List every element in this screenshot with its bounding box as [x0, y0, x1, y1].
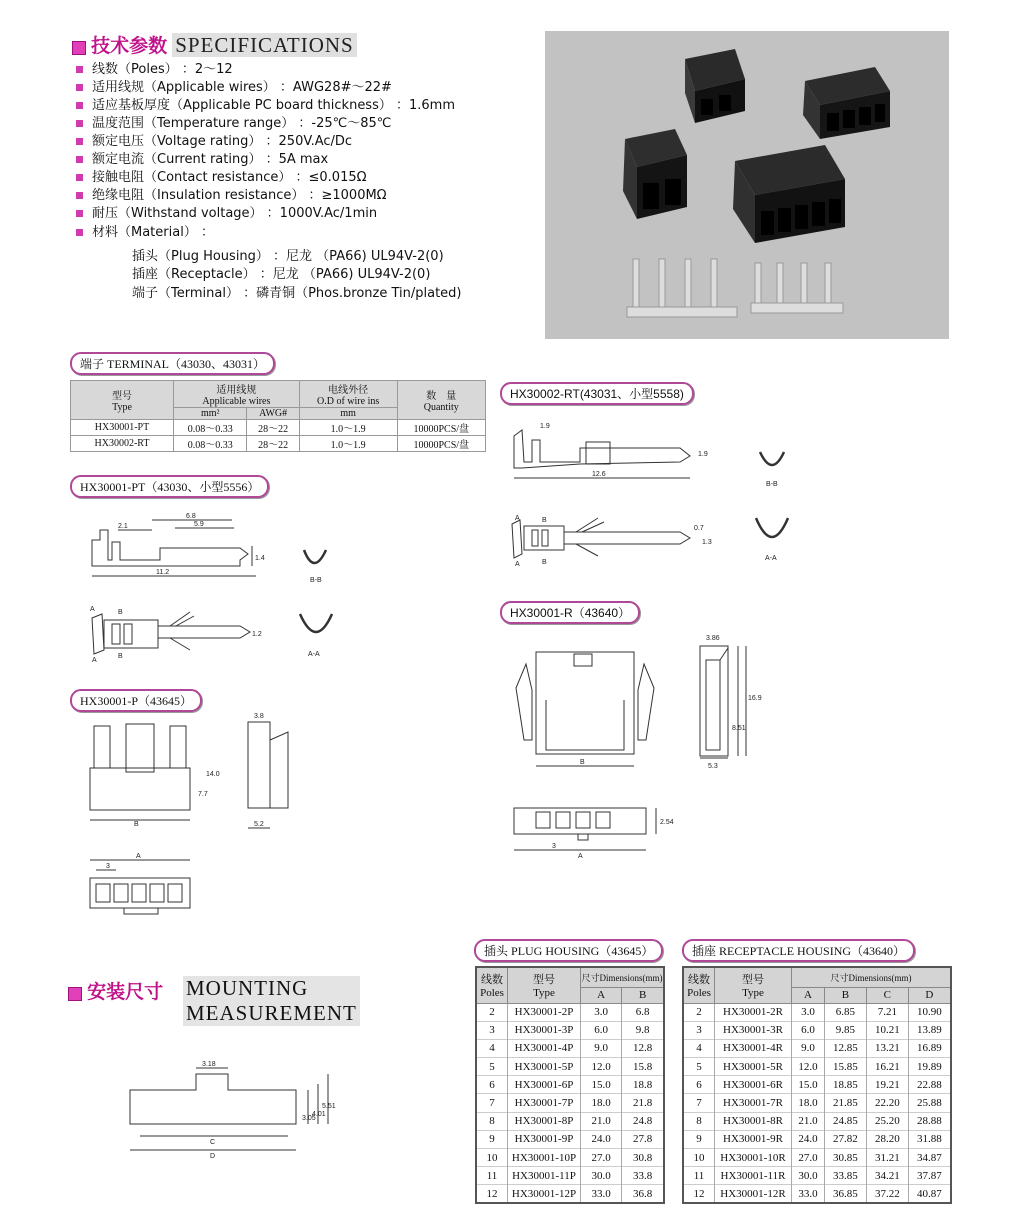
table-cell: HX30001-9P	[508, 1130, 581, 1148]
table-cell: 30.0	[581, 1167, 622, 1185]
table-cell: 12	[683, 1185, 715, 1203]
table-cell: 33.85	[824, 1167, 866, 1185]
pt-dim-2: 6.8	[186, 513, 196, 520]
th-mm: mm²	[174, 408, 247, 420]
rec-th-b: B	[824, 987, 866, 1003]
pt-cut-b-bot: B	[118, 653, 123, 660]
table-cell: HX30002-RT	[71, 436, 174, 452]
r-dim-4: 5.3	[708, 763, 718, 770]
table-cell: 9	[683, 1130, 715, 1148]
receptacle-row	[683, 1076, 951, 1094]
table-cell: 33.8	[622, 1167, 664, 1185]
table-cell: 9.85	[824, 1021, 866, 1039]
p-bottom-drawing	[90, 860, 190, 914]
table-cell: 24.0	[581, 1130, 622, 1148]
spec-text: 适应基板厚度（Applicable PC board thickness） ：1.6mm	[92, 98, 455, 113]
spec-text: 温度范围（Temperature range） ：-25℃～85℃	[92, 116, 392, 131]
rec-th-type: 型号 Type	[715, 967, 792, 1003]
mounting-title-en	[183, 976, 360, 1026]
th-od-mm: mm	[299, 408, 397, 420]
table-cell: 6.0	[792, 1021, 825, 1039]
plug-row	[476, 1185, 664, 1203]
table-cell: HX30001-3R	[715, 1021, 792, 1039]
p-dim-2: 7.7	[198, 791, 208, 798]
spec-text: 适用线规（Applicable wires） ：AWG28#～22#	[92, 80, 392, 95]
rt-section-aa-drawing	[756, 518, 788, 537]
table-cell: 37.87	[908, 1167, 951, 1185]
table-cell: 27.0	[792, 1149, 825, 1167]
table-cell: 31.21	[866, 1149, 908, 1167]
rt-dim-1: 1.9	[540, 423, 550, 430]
r-dim-5: 2.54	[660, 819, 674, 826]
table-cell: 28.20	[866, 1130, 908, 1148]
rt-dim-5: 1.3	[702, 539, 712, 546]
table-cell: 40.87	[908, 1185, 951, 1203]
table-cell: 9.8	[622, 1021, 664, 1039]
p-label: HX30001-P（43645）	[70, 689, 202, 712]
table-cell: HX30001-11R	[715, 1167, 792, 1185]
rt-section-bb-label: B-B	[766, 481, 778, 488]
table-cell: 6.85	[824, 1003, 866, 1021]
p-dim-b: B	[134, 821, 139, 828]
table-cell: 6.8	[622, 1003, 664, 1021]
table-cell: HX30001-10R	[715, 1149, 792, 1167]
table-cell: HX30001-8P	[508, 1112, 581, 1130]
mount-dim-4: 5.51	[322, 1103, 336, 1110]
table-cell: 36.8	[622, 1185, 664, 1203]
table-cell: 9	[476, 1130, 508, 1148]
rec-th-c: C	[866, 987, 908, 1003]
plug-row	[476, 1039, 664, 1057]
table-cell: 28～22	[247, 420, 299, 436]
table-cell: 10.21	[866, 1021, 908, 1039]
table-cell: 0.08～0.33	[174, 420, 247, 436]
rt-cut-a-bot: A	[515, 561, 520, 568]
receptacle-row	[683, 1003, 951, 1021]
table-cell: 15.85	[824, 1058, 866, 1076]
table-cell: HX30001-10P	[508, 1149, 581, 1167]
table-cell: 9.0	[581, 1039, 622, 1057]
table-cell: 6	[683, 1076, 715, 1094]
pt-section-bb-label: B-B	[310, 577, 322, 584]
plug-table	[475, 966, 665, 1204]
table-cell: 21.85	[824, 1094, 866, 1112]
terminal-label-cn: 端子	[80, 357, 105, 371]
table-cell: 5	[476, 1058, 508, 1076]
table-cell: 4	[683, 1039, 715, 1057]
spec-text: 材料（Material） ：	[92, 225, 214, 240]
table-cell: 18.85	[824, 1076, 866, 1094]
specs-title-en: SPECIFICATIONS	[172, 33, 357, 57]
table-cell: 31.88	[908, 1130, 951, 1148]
p-dim-5: A	[136, 853, 141, 860]
p-dim-1: 14.0	[206, 771, 220, 778]
table-cell: 36.85	[824, 1185, 866, 1203]
table-cell: 25.88	[908, 1094, 951, 1112]
table-cell: HX30001-6R	[715, 1076, 792, 1094]
table-cell: 4	[476, 1039, 508, 1057]
table-cell: HX30001-11P	[508, 1167, 581, 1185]
table-cell: 12.0	[581, 1058, 622, 1076]
heading-square-icon	[68, 987, 82, 1001]
pt-dim-1: 2.1	[118, 523, 128, 530]
rt-dim-4: 0.7	[694, 525, 704, 532]
table-cell: 12.85	[824, 1039, 866, 1057]
r-dim-3: 8.51	[732, 725, 746, 732]
table-cell: 15.0	[581, 1076, 622, 1094]
table-cell: 25.20	[866, 1112, 908, 1130]
table-cell: 0.08～0.33	[174, 436, 247, 452]
r-dim-b: B	[580, 759, 585, 766]
table-cell: 10000PCS/盘	[397, 420, 485, 436]
table-cell: 22.20	[866, 1094, 908, 1112]
table-cell: 11	[683, 1167, 715, 1185]
mounting-title-cn: 安装尺寸	[87, 981, 164, 1003]
rt-cut-b-top: B	[542, 517, 547, 524]
th-type: 型号 Type	[71, 381, 174, 420]
p-front-drawing	[90, 724, 190, 820]
table-cell: 3	[683, 1021, 715, 1039]
table-cell: HX30001-7R	[715, 1094, 792, 1112]
table-cell: 3	[476, 1021, 508, 1039]
spec-text: 绝缘电阻（Insulation resistance） ：≥1000MΩ	[92, 188, 387, 203]
rt-cut-a-top: A	[515, 515, 520, 522]
table-cell: 16.89	[908, 1039, 951, 1057]
r-side-drawing	[700, 646, 746, 758]
pt-side-drawing	[92, 520, 256, 576]
specs-title-cn: 技术参数	[91, 35, 168, 57]
table-cell: 24.8	[622, 1112, 664, 1130]
table-cell: HX30001-5R	[715, 1058, 792, 1076]
plug-row	[476, 1058, 664, 1076]
plug-th-dim: 尺寸Dimensions(mm)	[581, 967, 665, 987]
rt-cut-b-bot: B	[542, 559, 547, 566]
plug-th-type: 型号 Type	[508, 967, 581, 1003]
rt-section-aa-label: A-A	[765, 555, 777, 562]
table-cell: HX30001-12R	[715, 1185, 792, 1203]
receptacle-table	[682, 966, 952, 1204]
table-cell: HX30001-9R	[715, 1130, 792, 1148]
plug-row	[476, 1149, 664, 1167]
r-dim-2: 16.9	[748, 695, 762, 702]
table-cell: 28～22	[247, 436, 299, 452]
table-cell: 10	[476, 1149, 508, 1167]
table-cell: 9.0	[792, 1039, 825, 1057]
rec-th-poles: 线数 Poles	[683, 967, 715, 1003]
spec-text: 额定电压（Voltage rating） ：250V.Ac/Dc	[92, 134, 353, 149]
table-cell: 10	[683, 1149, 715, 1167]
plug-row	[476, 1112, 664, 1130]
p-dim-3: 3.8	[254, 713, 264, 720]
table-cell: 2	[683, 1003, 715, 1021]
pt-cut-a-top: A	[90, 606, 95, 613]
table-cell: 21.0	[792, 1112, 825, 1130]
table-cell: 2	[476, 1003, 508, 1021]
mounting-title-en-2: MEASUREMENT	[183, 1001, 360, 1026]
table-cell: 7	[476, 1094, 508, 1112]
mount-dim-1: 3.18	[202, 1061, 216, 1068]
table-cell: 22.88	[908, 1076, 951, 1094]
plug-row	[476, 1130, 664, 1148]
table-cell: 24.0	[792, 1130, 825, 1148]
receptacle-row	[683, 1185, 951, 1203]
receptacle-row	[683, 1058, 951, 1076]
receptacle-label-en: RECEPTACLE HOUSING（43640）	[719, 944, 906, 958]
plug-row	[476, 1094, 664, 1112]
table-cell: 10000PCS/盘	[397, 436, 485, 452]
table-cell: 30.0	[792, 1167, 825, 1185]
table-cell: 21.0	[581, 1112, 622, 1130]
r-front-drawing	[516, 652, 654, 766]
pt-cut-a-bot: A	[92, 657, 97, 664]
table-cell: 6.0	[581, 1021, 622, 1039]
table-cell: 18.8	[622, 1076, 664, 1094]
pt-top-drawing	[92, 612, 250, 654]
receptacle-row	[683, 1167, 951, 1185]
table-cell: 33.0	[581, 1185, 622, 1203]
pt-dim-5: 1.4	[255, 555, 265, 562]
table-cell: 12.0	[792, 1058, 825, 1076]
table-cell: 8	[476, 1112, 508, 1130]
table-cell: HX30001-8R	[715, 1112, 792, 1130]
table-cell: HX30001-PT	[71, 420, 174, 436]
r-label: HX30001-R（43640）	[500, 601, 640, 624]
table-cell: 18.0	[792, 1094, 825, 1112]
r-dim-6: 3	[552, 843, 556, 850]
plug-th-poles: 线数 Poles	[476, 967, 508, 1003]
rec-th-d: D	[908, 987, 951, 1003]
table-cell: 12.8	[622, 1039, 664, 1057]
pt-section-bb-drawing	[304, 550, 326, 563]
mount-dim-2: 3.05	[302, 1115, 316, 1122]
plug-label-cn: 插头	[484, 944, 509, 958]
spec-text: 线数（Poles） ：2～12	[92, 62, 233, 77]
pt-section-aa-drawing	[300, 614, 332, 632]
table-cell: 7	[683, 1094, 715, 1112]
table-cell: 33.0	[792, 1185, 825, 1203]
table-cell: 10.90	[908, 1003, 951, 1021]
table-cell: 34.21	[866, 1167, 908, 1185]
rt-section-bb-drawing	[760, 452, 784, 465]
table-cell: 3.0	[581, 1003, 622, 1021]
table-cell: HX30001-2P	[508, 1003, 581, 1021]
table-cell: 5	[683, 1058, 715, 1076]
plug-row	[476, 1167, 664, 1185]
table-cell: 19.21	[866, 1076, 908, 1094]
table-cell: 3.0	[792, 1003, 825, 1021]
r-dim-1: 3.86	[706, 635, 720, 642]
table-cell: HX30001-12P	[508, 1185, 581, 1203]
table-cell: HX30001-5P	[508, 1058, 581, 1076]
receptacle-row	[683, 1112, 951, 1130]
table-cell: 6	[476, 1076, 508, 1094]
receptacle-row	[683, 1130, 951, 1148]
spec-text: 耐压（Withstand voltage） ：1000V.Ac/1min	[92, 206, 378, 221]
table-cell: 37.22	[866, 1185, 908, 1203]
table-cell: HX30001-4P	[508, 1039, 581, 1057]
rt-dim-3: 1.9	[698, 451, 708, 458]
plug-row	[476, 1003, 664, 1021]
terminal-label-en: TERMINAL（43030、43031）	[107, 357, 266, 371]
table-cell: HX30001-7P	[508, 1094, 581, 1112]
p-dim-6: 3	[106, 863, 110, 870]
th-wires: 适用线规 Applicable wires	[174, 381, 300, 408]
material-row: 插头（Plug Housing） ：尼龙 （PA66) UL94V-2(0)	[132, 249, 444, 264]
mount-dim-d: D	[210, 1153, 216, 1160]
table-cell: 18.0	[581, 1094, 622, 1112]
pt-dim-4: 11.2	[156, 569, 170, 576]
mount-dim-c: C	[210, 1139, 216, 1146]
table-cell: 15.8	[622, 1058, 664, 1076]
rt-dim-2: 12.6	[592, 471, 606, 478]
pt-section-aa-label: A-A	[308, 651, 320, 658]
table-cell: 19.89	[908, 1058, 951, 1076]
table-cell: HX30001-6P	[508, 1076, 581, 1094]
table-cell: 7.21	[866, 1003, 908, 1021]
table-cell: 27.0	[581, 1149, 622, 1167]
material-row: 插座（Receptacle） ：尼龙 （PA66) UL94V-2(0)	[132, 267, 431, 282]
plug-th-a: A	[581, 987, 622, 1003]
receptacle-row	[683, 1039, 951, 1057]
plug-label-en: PLUG HOUSING（43645）	[511, 944, 654, 958]
th-qty: 数 量 Quantity	[397, 381, 485, 420]
pt-dim-3: 5.9	[194, 521, 204, 528]
table-cell: 1.0～1.9	[299, 436, 397, 452]
table-cell: 28.88	[908, 1112, 951, 1130]
table-cell: 8	[683, 1112, 715, 1130]
plug-label	[474, 939, 663, 962]
table-cell: 16.21	[866, 1058, 908, 1076]
plug-row	[476, 1021, 664, 1039]
th-od: 电线外径 O.D of wire ins	[299, 381, 397, 408]
table-cell: 1.0～1.9	[299, 420, 397, 436]
table-cell: 21.8	[622, 1094, 664, 1112]
receptacle-row	[683, 1021, 951, 1039]
pt-label: HX30001-PT（43030、小型5556）	[70, 475, 269, 498]
table-cell: 30.85	[824, 1149, 866, 1167]
receptacle-label-cn: 插座	[692, 944, 717, 958]
table-cell: HX30001-2R	[715, 1003, 792, 1021]
table-cell: 13.89	[908, 1021, 951, 1039]
table-cell: HX30001-4R	[715, 1039, 792, 1057]
plug-th-b: B	[622, 987, 664, 1003]
table-cell: 34.87	[908, 1149, 951, 1167]
mounting-title-en-1: MOUNTING	[183, 976, 360, 1001]
rec-th-a: A	[792, 987, 825, 1003]
receptacle-label	[682, 939, 915, 962]
p-side-drawing	[248, 722, 288, 828]
pt-dim-6: 1.2	[252, 631, 262, 638]
pt-cut-b-top: B	[118, 609, 123, 616]
rec-th-dim: 尺寸Dimensions(mm)	[792, 967, 952, 987]
plug-row	[476, 1076, 664, 1094]
th-awg: AWG#	[247, 408, 299, 420]
table-cell: 27.82	[824, 1130, 866, 1148]
spec-text: 接触电阻（Contact resistance） ：≤0.015Ω	[92, 170, 367, 185]
table-cell: 27.8	[622, 1130, 664, 1148]
r-bottom-drawing	[514, 808, 656, 850]
material-row: 端子（Terminal） ：磷青铜（Phos.bronze Tin/plated)	[132, 286, 462, 301]
spec-text: 额定电流（Current rating） ：5A max	[92, 152, 329, 167]
mounting-drawing	[130, 1068, 328, 1150]
mount-dim-3: 4.01	[312, 1111, 326, 1118]
table-cell: 24.85	[824, 1112, 866, 1130]
table-cell: 11	[476, 1167, 508, 1185]
table-cell: 12	[476, 1185, 508, 1203]
p-dim-4: 5.2	[254, 821, 264, 828]
table-cell: 30.8	[622, 1149, 664, 1167]
mounting-heading	[68, 977, 163, 1004]
rt-label: HX30002-RT(43031、小型5558)	[500, 382, 694, 405]
table-cell: HX30001-3P	[508, 1021, 581, 1039]
table-cell: 15.0	[792, 1076, 825, 1094]
r-dim-7: A	[578, 853, 583, 860]
receptacle-row	[683, 1094, 951, 1112]
table-cell: 13.21	[866, 1039, 908, 1057]
rt-top-drawing	[512, 518, 690, 558]
receptacle-row	[683, 1149, 951, 1167]
